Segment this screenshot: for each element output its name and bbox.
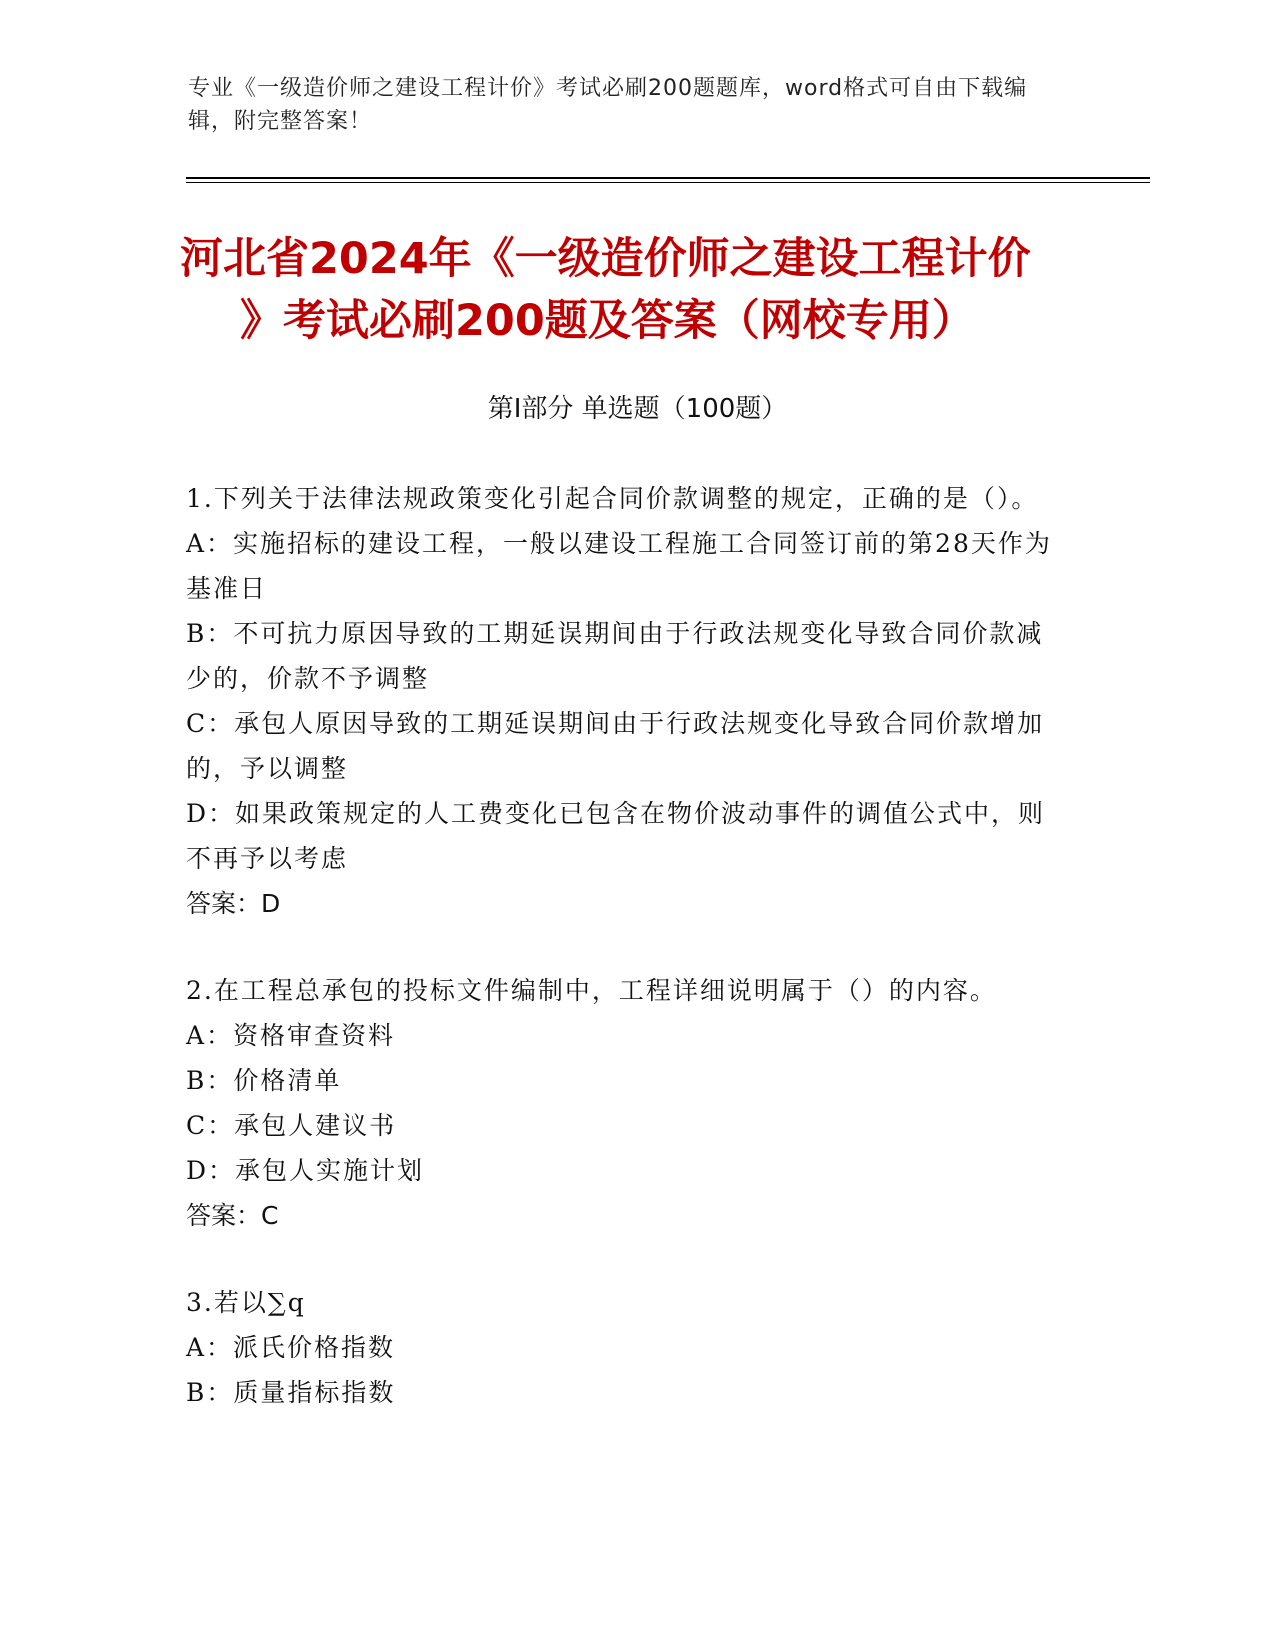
header-note: 专业《一级造价师之建设工程计价》考试必刷200题题库，word格式可自由下载编辑，附完整答案！ <box>188 76 1028 134</box>
question-1 <box>186 476 1066 926</box>
option-b: B：质量指标指数 <box>186 1378 396 1407</box>
document-title-line1: 河北省2024年《一级造价师之建设工程计价 <box>180 234 1031 284</box>
document-title <box>180 228 1080 352</box>
header-divider-thick <box>186 177 1150 179</box>
question-list <box>186 476 1066 1457</box>
option-a: A：派氏价格指数 <box>186 1333 396 1362</box>
section-title: 第Ⅰ部分 单选题（100题） <box>487 394 788 424</box>
option-b: B：价格清单 <box>186 1066 342 1095</box>
answer: 答案：C <box>186 1201 279 1230</box>
question-stem: 3.若以∑q <box>186 1288 306 1317</box>
option-b: B：不可抗力原因导致的工期延误期间由于行政法规变化导致合同价款减少的，价款不予调整 <box>186 619 1044 693</box>
question-stem: 2.在工程总承包的投标文件编制中，工程详细说明属于（）的内容。 <box>186 976 997 1005</box>
question-stem: 1.下列关于法律法规政策变化引起合同价款调整的规定，正确的是（）。 <box>186 484 1039 513</box>
answer: 答案：D <box>186 889 281 918</box>
header-divider-thin <box>186 182 1150 183</box>
option-d: D：承包人实施计划 <box>186 1156 425 1185</box>
question-2 <box>186 968 1066 1238</box>
option-c: C：承包人建议书 <box>186 1111 397 1140</box>
question-3 <box>186 1280 1066 1415</box>
option-a: A：实施招标的建设工程，一般以建设工程施工合同签订前的第28天作为基准日 <box>186 529 1052 603</box>
option-c: C：承包人原因导致的工期延误期间由于行政法规变化导致合同价款增加的，予以调整 <box>186 709 1045 783</box>
option-d: D：如果政策规定的人工费变化已包含在物价波动事件的调值公式中，则不再予以考虑 <box>186 799 1046 873</box>
option-a: A：资格审查资料 <box>186 1021 396 1050</box>
document-title-line2: 》考试必刷200题及答案（网校专用） <box>240 296 975 346</box>
